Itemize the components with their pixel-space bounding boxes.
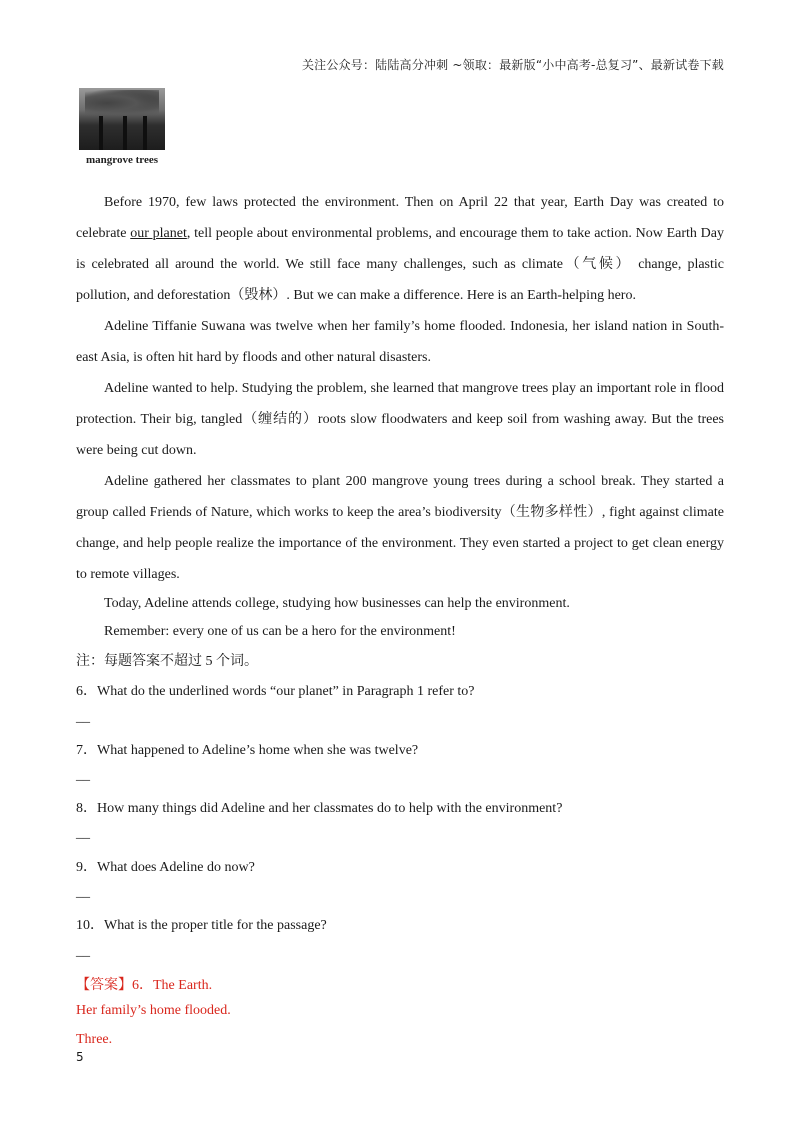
paragraph-6: Remember: every one of us can be a hero for the environment! (104, 624, 456, 639)
answer-7: Her family’s home flooded. (76, 1003, 231, 1018)
question-10: 10．What is the proper title for the passage? (76, 918, 327, 933)
paragraph-1 (76, 187, 724, 311)
mangrove-trees-photo (79, 88, 165, 150)
p1-text-a: Before 1970, few laws protected the environment. Then on April 22 that year, Earth Day was created to celebrate (76, 195, 724, 241)
answer-6: 【答案】6．The Earth. (76, 978, 213, 993)
answer-note: 注：每题答案不超过 5 个词。 (76, 654, 258, 669)
answer-blank-8: __ (76, 826, 90, 841)
question-8: 8．How many things did Adeline and her classmates do to help with the environment? (76, 801, 563, 816)
answer-blank-6: __ (76, 710, 90, 725)
question-7: 7．What happened to Adeline’s home when she was twelve? (76, 743, 419, 758)
answer-8: Three. (76, 1032, 113, 1047)
underlined-our-planet: our planet (130, 226, 187, 241)
answer-blank-10: __ (76, 944, 90, 959)
image-caption: mangrove trees (86, 154, 158, 166)
page-header: 关注公众号：陆陆高分冲刺 ~领取：最新版“小中高考-总复习”、最新试卷下载 (301, 58, 724, 72)
answer-blank-7: __ (76, 768, 90, 783)
question-6: 6．What do the underlined words “our planet” in Paragraph 1 refer to? (76, 684, 475, 699)
paragraph-2: Adeline Tiffanie Suwana was twelve when her family’s home flooded. Indonesia, her island nation in South-east Asia, is often hit hard by floods and other natural disasters. (76, 319, 724, 365)
question-9: 9．What does Adeline do now? (76, 860, 255, 875)
paragraph-3: Adeline wanted to help. Studying the problem, she learned that mangrove trees play an important role in flood protection. Their big, tangled（缠结的）roots slow floodwaters and keep soil from washing away. But the trees were being cut down. (76, 381, 724, 458)
passage (76, 187, 724, 646)
answer-blank-9: __ (76, 885, 90, 900)
paragraph-5: Today, Adeline attends college, studying how businesses can help the environment. (104, 596, 570, 611)
p1-text-b: , tell people about environmental problems, and encourage them to take action. Now Earth Day is celebrated all around the world. We still face many challenges, such as climate（气候） change, plastic pollution, and deforestation（毁林）. But we can make a difference. Here is an Earth-helping hero. (76, 226, 724, 303)
paragraph-4: Adeline gathered her classmates to plant 200 mangrove young trees during a school break. They started a group called Friends of Nature, which works to keep the area’s biodiversity（生物多样性）, fight against climate change, and help people realize the importance of the environment. They even started a project to get clean energy to remote villages. (76, 474, 724, 582)
page-number: 5 (76, 1050, 84, 1064)
